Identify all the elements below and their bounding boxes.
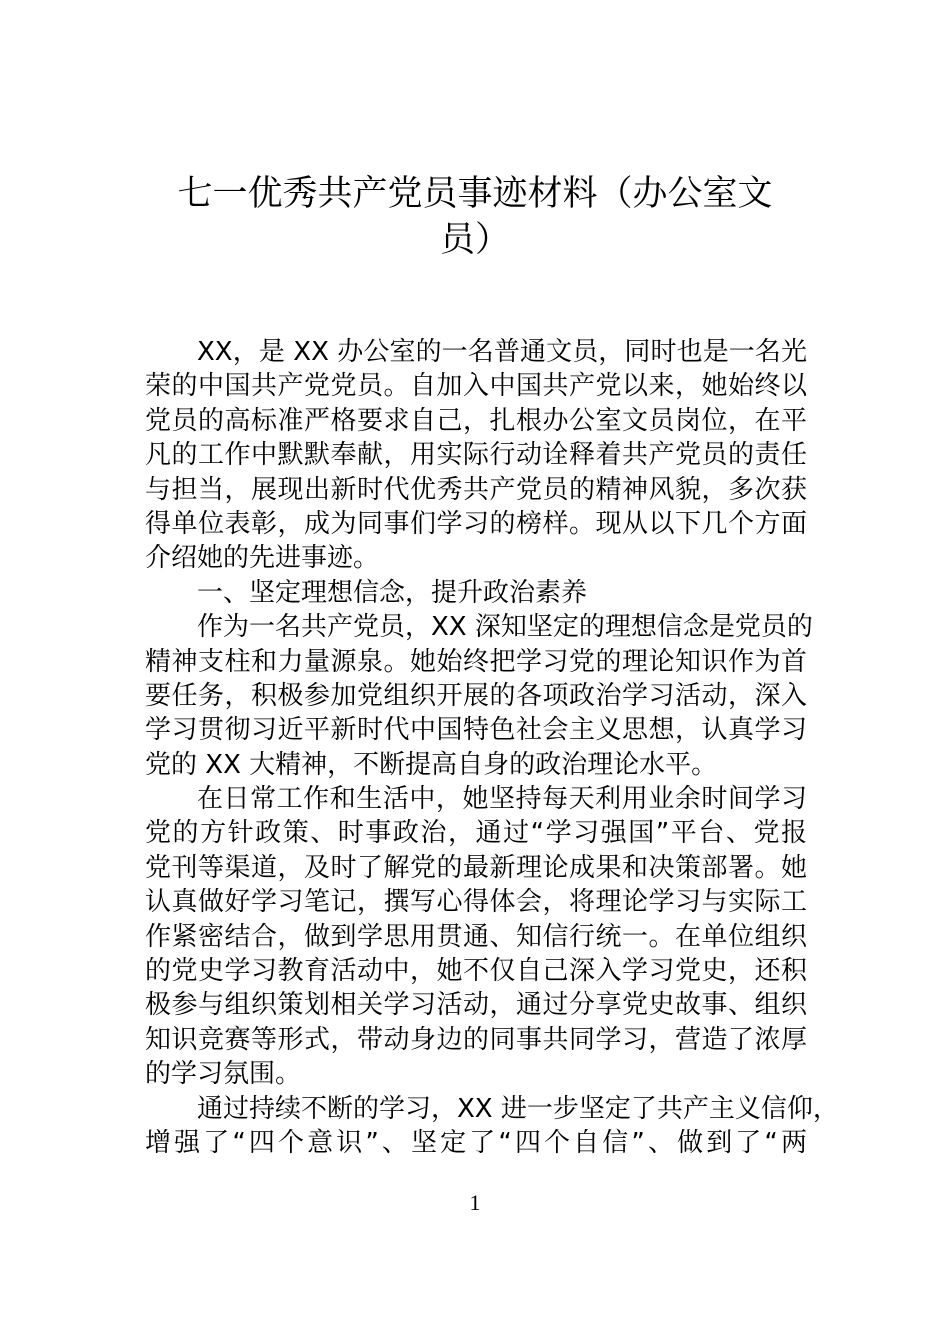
paragraph [145,610,813,782]
section-heading [145,576,807,610]
text-line: 认真做好学习笔记，撰写心得体会，将理论学习与实际工 [145,887,807,918]
text-line: 知识竞赛等形式，带动身边的同事共同学习，营造了浓厚 [145,1024,807,1055]
text-line: 作为一名共产党员，XX 深知坚定的理想信念是党员的 [197,612,813,643]
document-title-line-2: 员） [439,220,510,260]
document-title-line-1: 七一优秀共产党员事迹材料（办公室文 [177,174,773,214]
text-line: 党的方针政策、时事政治，通过“学习强国”平台、党报 [145,818,807,849]
text-line: 要任务，积极参加党组织开展的各项政治学习活动，深入 [145,680,807,711]
text-line: 与担当，展现出新时代优秀共产党员的精神风貌，多次获 [145,474,807,505]
text-line: 的学习氛围。 [145,1059,302,1090]
text-line: 得单位表彰，成为同事们学习的榜样。现从以下几个方面 [145,508,807,539]
text-line: 在日常工作和生活中，她坚持每天利用业余时间学习 [197,784,807,815]
text-line: 凡的工作中默默奉献，用实际行动诠释着共产党员的责任 [145,440,807,471]
text-line: 学习贯彻习近平新时代中国特色社会主义思想，认真学习 [145,715,807,746]
text-line: 党员的高标准严格要求自己，扎根办公室文员岗位，在平 [145,405,807,436]
text-line: 通过持续不断的学习，XX 进一步坚定了共产主义信仰， [197,1093,839,1124]
text-line: 荣的中国共产党党员。自加入中国共产党以来，她始终以 [145,371,807,402]
text-line: 党刊等渠道，及时了解党的最新理论成果和决策部署。她 [145,852,807,883]
paragraph [145,335,807,576]
text-line: 一、坚定理想信念，提升政治素养 [197,577,588,608]
text-line: 的党史学习教育活动中，她不仅自己深入学习党史，还积 [145,956,807,987]
text-line: XX，是 XX 办公室的一名普通文员，同时也是一名光 [197,337,807,367]
text-line: 极参与组织策划相关学习活动，通过分享党史故事、组织 [145,990,807,1021]
text-line: 精神支柱和力量源泉。她始终把学习党的理论知识作为首 [145,646,807,677]
text-line: 党的 XX 大精神，不断提高自身的政治理论水平。 [145,749,718,780]
paragraph [145,782,807,1092]
document-body [145,335,839,1160]
text-line: 介绍她的先进事迹。 [145,543,380,574]
text-line: 增强了“四个意识”、坚定了“四个自信”、做到了“两 [145,1127,807,1158]
text-line: 作紧密结合，做到学思用贯通、知信行统一。在单位组织 [145,921,807,952]
paragraph [145,1092,839,1161]
page-number: 1 [469,1190,481,1215]
